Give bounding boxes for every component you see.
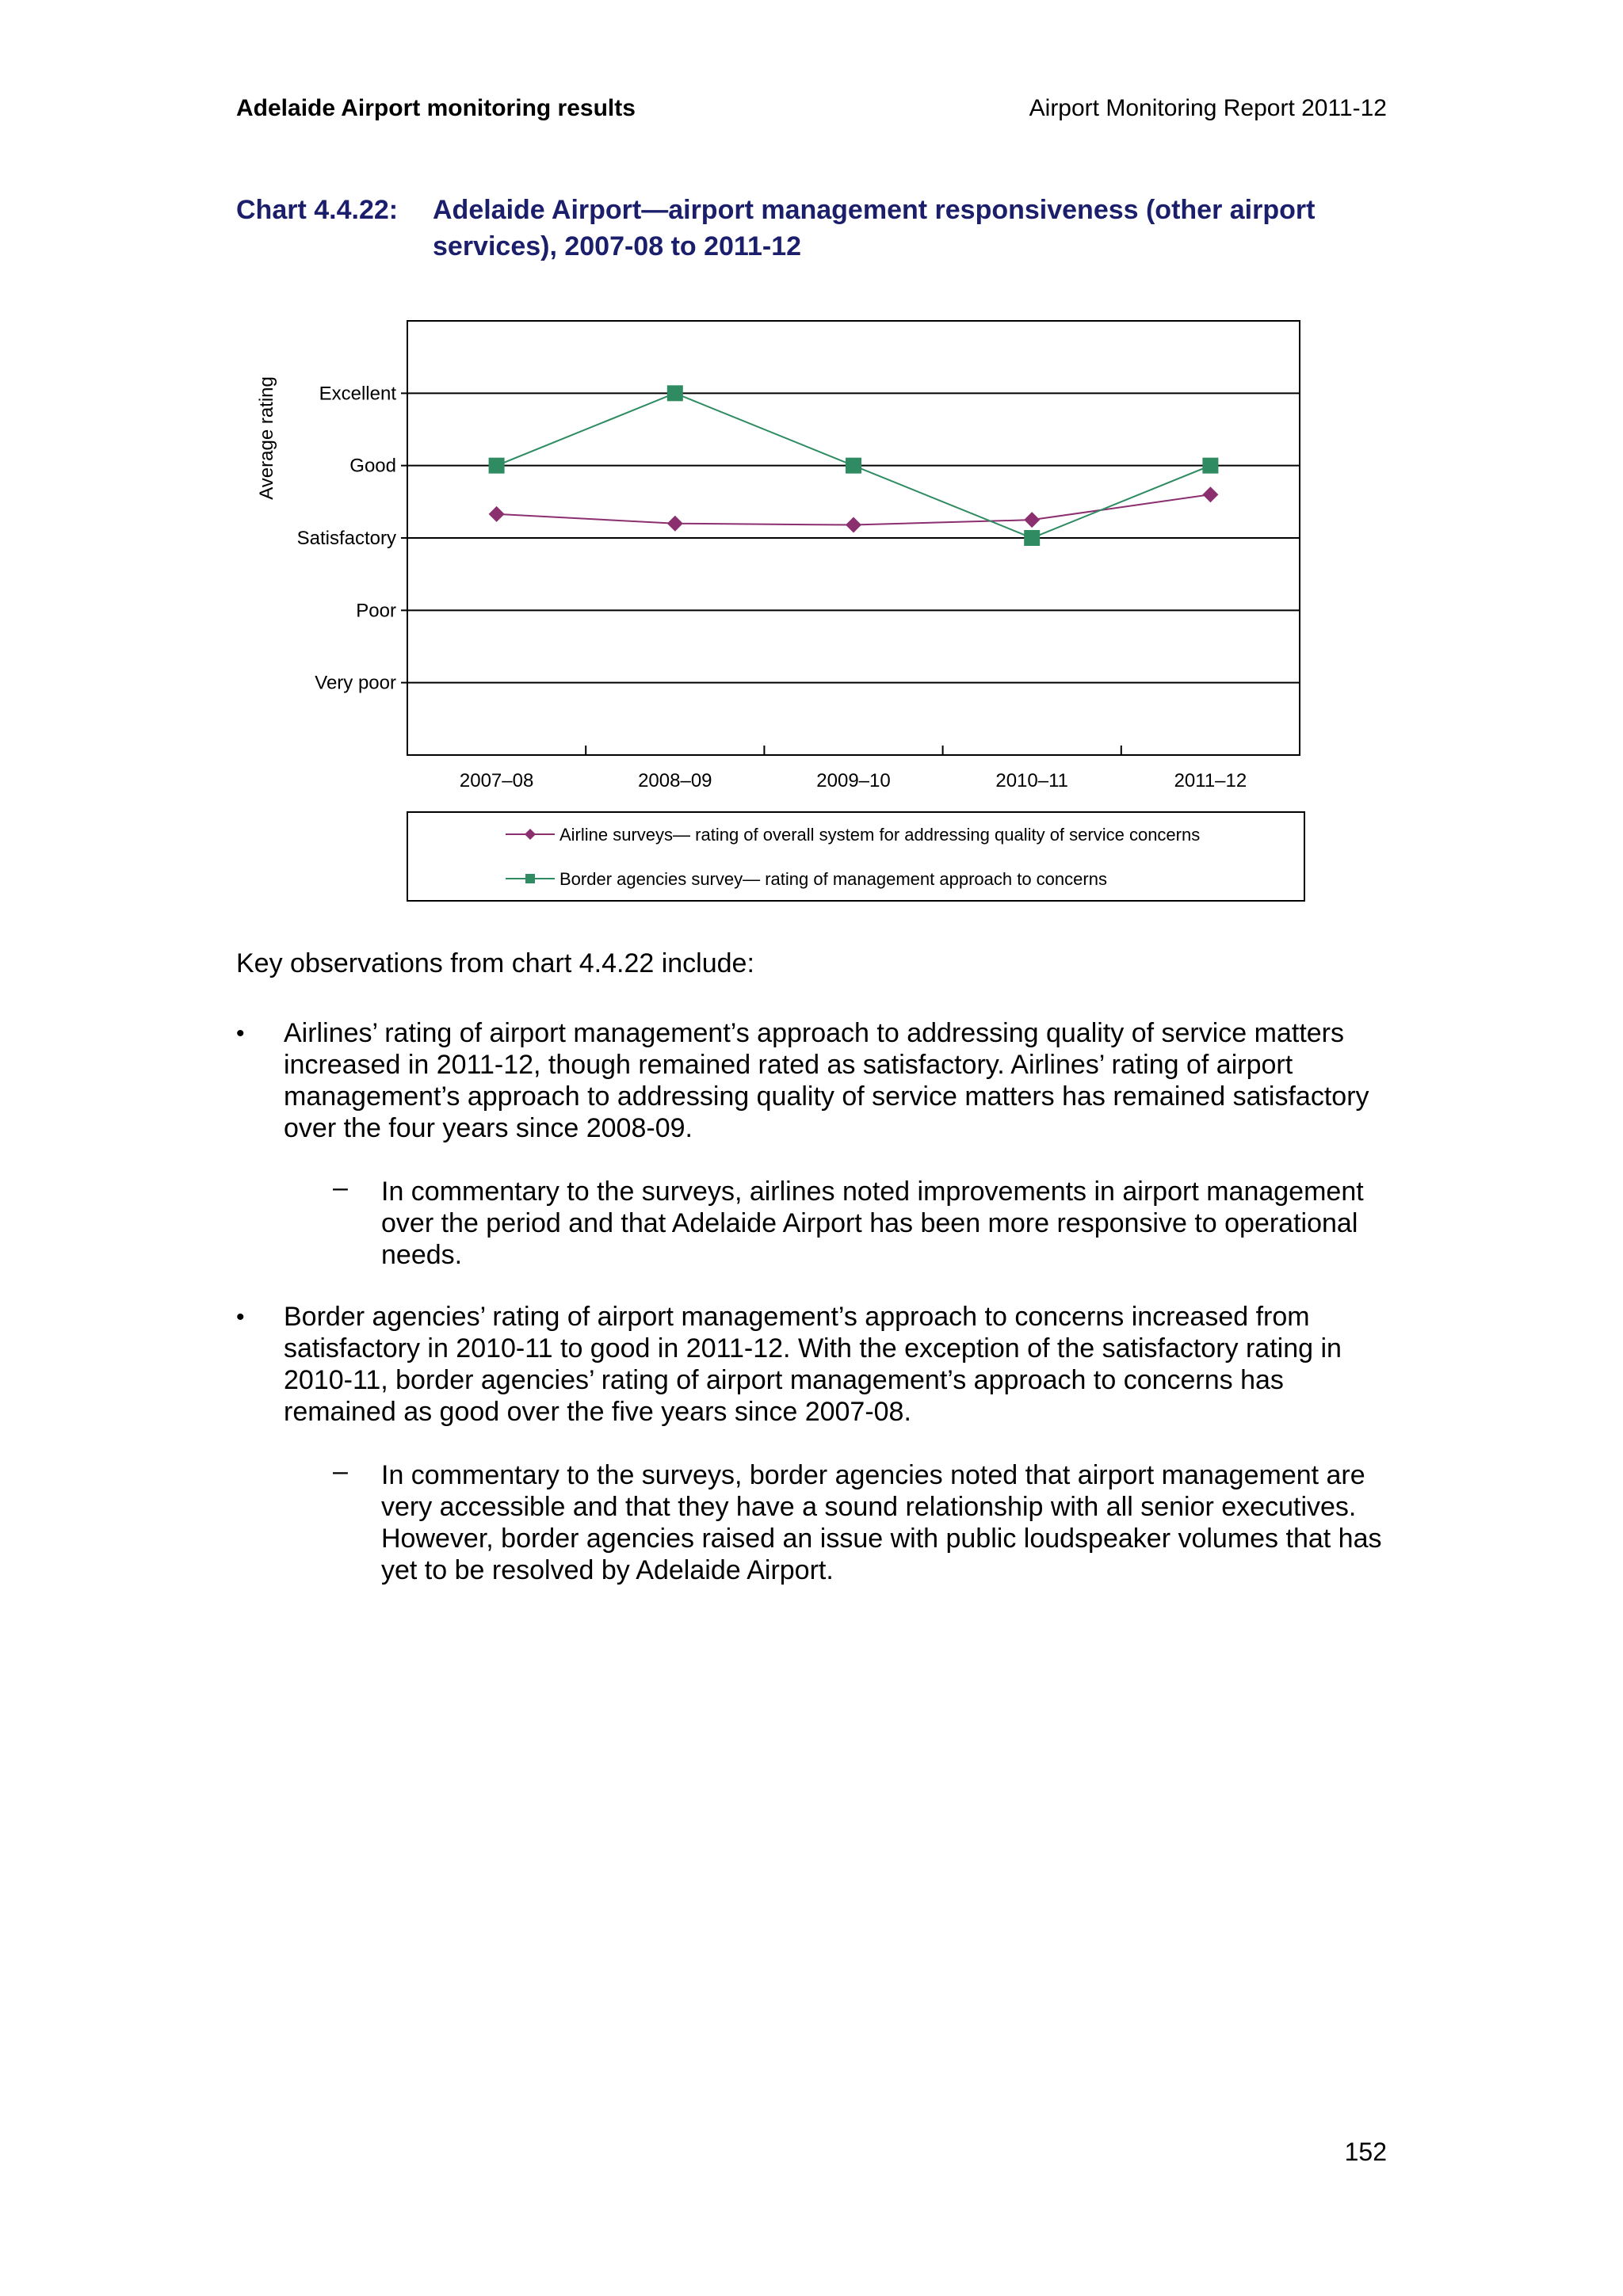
chart-number: Chart 4.4.22:: [236, 195, 399, 225]
line-chart: [238, 313, 1316, 915]
observations-intro: Key observations from chart 4.4.22 include:: [236, 948, 754, 978]
running-header-section: Adelaide Airport monitoring results: [236, 95, 636, 121]
running-header-report: Airport Monitoring Report 2011-12: [1029, 95, 1387, 121]
observation-airlines-commentary: In commentary to the surveys, airlines noted improvements in airport management over the period and that Adelaide Airport has been more responsive to operational needs.: [381, 1177, 1364, 1270]
y-tick-label: Poor: [356, 600, 396, 622]
x-tick-label: 2007–08: [459, 770, 534, 791]
sub-bullet-marker: –: [333, 1173, 348, 1203]
y-tick-label: Very poor: [315, 672, 396, 694]
data-point-square: [1024, 530, 1040, 546]
x-tick-label: 2009–10: [816, 770, 891, 791]
data-point-square: [489, 458, 505, 474]
observation-airlines: Airlines’ rating of airport management’s approach to addressing quality of service matters increased in 2011-12, though remained rated as satisfactory. Airlines’ rating of airport management’s approach to addressing quality of service matters has remained satisfactory over the four years since 2008-09.: [284, 1018, 1369, 1143]
y-tick-label: Excellent: [319, 383, 396, 405]
x-tick-label: 2010–11: [995, 770, 1069, 791]
data-point-square: [846, 458, 861, 474]
data-point-square: [667, 385, 683, 401]
page-number: 152: [1344, 2138, 1387, 2166]
data-point-square: [1202, 458, 1218, 474]
y-tick-label: Satisfactory: [296, 528, 396, 549]
chart-title: Adelaide Airport—airport management responsiveness (other airport services), 2007-08 to 2011-12: [433, 195, 1316, 261]
bullet-marker: •: [236, 1020, 245, 1047]
x-tick-label: 2008–09: [638, 770, 712, 791]
legend-marker-square: [525, 874, 535, 883]
observation-border-agencies-commentary: In commentary to the surveys, border agencies noted that airport management are very accessible and that they have a sound relationship with all senior executives. However, border agencies raised an issue with public loudspeaker volumes that has yet to be resolved by Adelaide Airport.: [381, 1460, 1382, 1585]
bullet-marker: •: [236, 1304, 245, 1330]
legend-label: Airline surveys— rating of overall system for addressing quality of service concerns: [559, 825, 1201, 845]
observation-border-agencies: Border agencies’ rating of airport management’s approach to concerns increased from satisfactory in 2010-11 to good in 2011-12. With the exception of the satisfactory rating in 2010-11, border agencies’ rating of airport management’s approach to concerns has remained as good over the five years since 2007-08.: [284, 1302, 1342, 1427]
legend-label: Border agencies survey— rating of management approach to concerns: [559, 869, 1107, 889]
y-axis-label: Average rating: [256, 376, 277, 500]
x-tick-label: 2011–12: [1174, 770, 1247, 791]
y-tick-label: Good: [349, 455, 396, 477]
sub-bullet-marker: –: [333, 1456, 348, 1486]
